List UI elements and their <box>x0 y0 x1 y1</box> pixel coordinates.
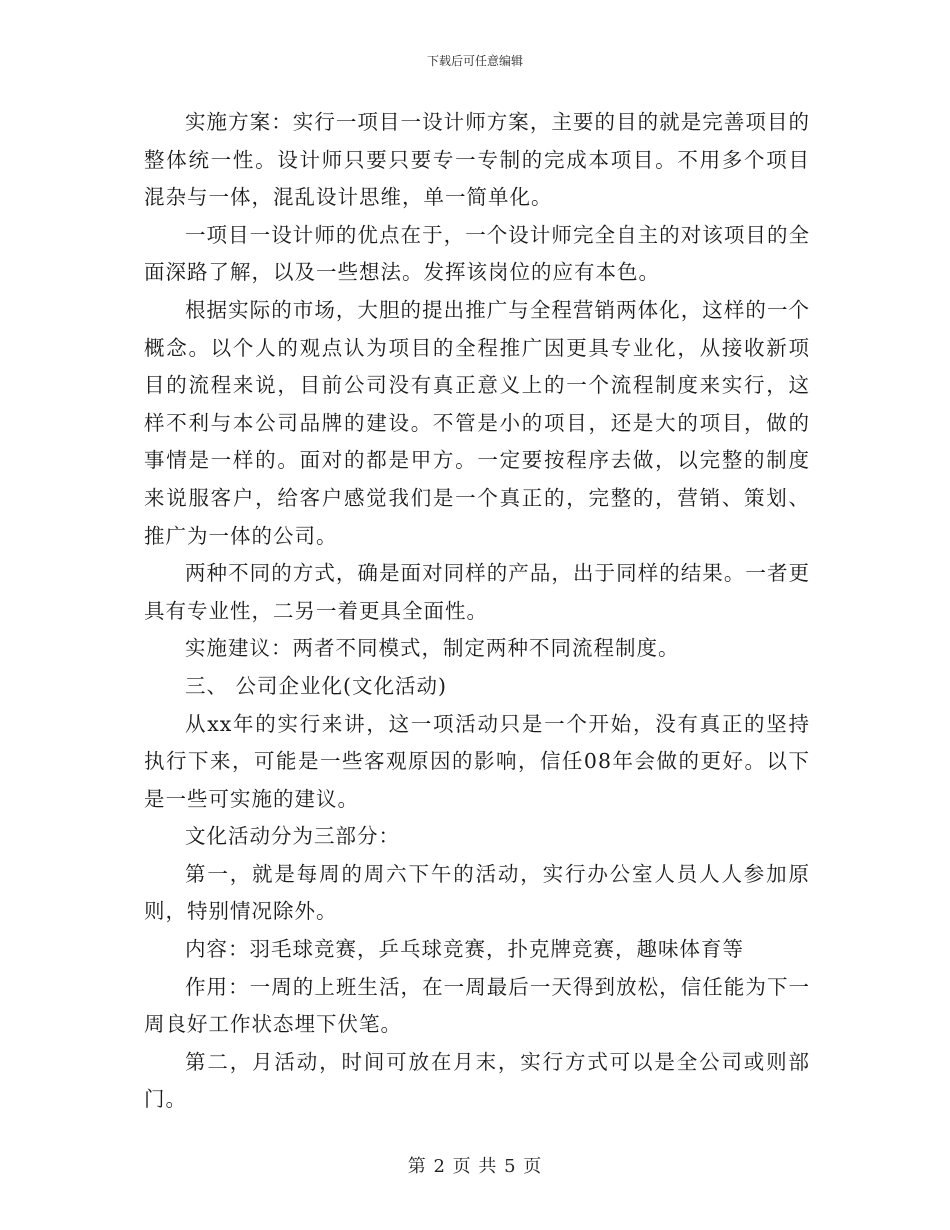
paragraph-effect: 作用：一周的上班生活，在一周最后一天得到放松，信任能为下一周良好工作状态埋下伏笔。 <box>144 974 810 1037</box>
page-number: 第 2 页 共 5 页 <box>407 1156 543 1177</box>
paragraph-implementation-plan: 实施方案：实行一项目一设计师方案，主要的目的就是完善项目的整体统一性。设计师只要只要专一专制的完成本项目。不用多个项目混杂与一体，混乱设计思维，单一简单化。 <box>144 110 810 210</box>
paragraph-market-promotion: 根据实际的市场，大胆的提出推广与全程营销两体化，这样的一个概念。以个人的观点认为项目的全程推广因更具专业化，从接收新项目的流程来说，目前公司没有真正意义上的一个流程制度来实行，这样不利与本公司品牌的建设。不管是小的项目，还是大的项目，做的事情是一样的。面对的都是甲方。一定要按程序去做，以完整的制度来说服客户，给客户感觉我们是一个真正的，完整的，营销、策划、推广为一体的公司。 <box>144 297 810 548</box>
document-body <box>144 104 810 1119</box>
paragraph-three-parts: 文化活动分为三部分： <box>185 824 400 849</box>
paragraph-content: 内容：羽毛球竞赛，乒乓球竞赛，扑克牌竞赛，趣味体育等 <box>185 937 744 962</box>
paragraph-weekly-activity: 第一，就是每周的周六下午的活动，实行办公室人员人人参加原则，特别情况除外。 <box>144 861 810 924</box>
page-footer <box>0 1152 950 1178</box>
paragraph-designer-advantage: 一项目一设计师的优点在于，一个设计师完全自主的对该项目的全面深路了解，以及一些想法。发挥该岗位的应有本色。 <box>144 222 810 285</box>
page-header: 下载后可任意编辑 <box>426 54 523 68</box>
paragraph-implementation-suggestion: 实施建议：两者不同模式，制定两种不同流程制度。 <box>185 636 680 661</box>
section-heading-culture: 三、 公司企业化(文化活动) <box>185 673 448 698</box>
paragraph-activity-history: 从xx年的实行来讲，这一项活动只是一个开始，没有真正的坚持执行下来，可能是一些客观原因的影响，信任08年会做的更好。以下是一些可实施的建议。 <box>144 711 810 811</box>
paragraph-monthly-activity: 第二，月活动，时间可放在月末，实行方式可以是全公司或则部门。 <box>144 1049 810 1112</box>
paragraph-two-methods: 两种不同的方式，确是面对同样的产品，出于同样的结果。一者更具有专业性，二另一着更具全面性。 <box>144 561 810 623</box>
